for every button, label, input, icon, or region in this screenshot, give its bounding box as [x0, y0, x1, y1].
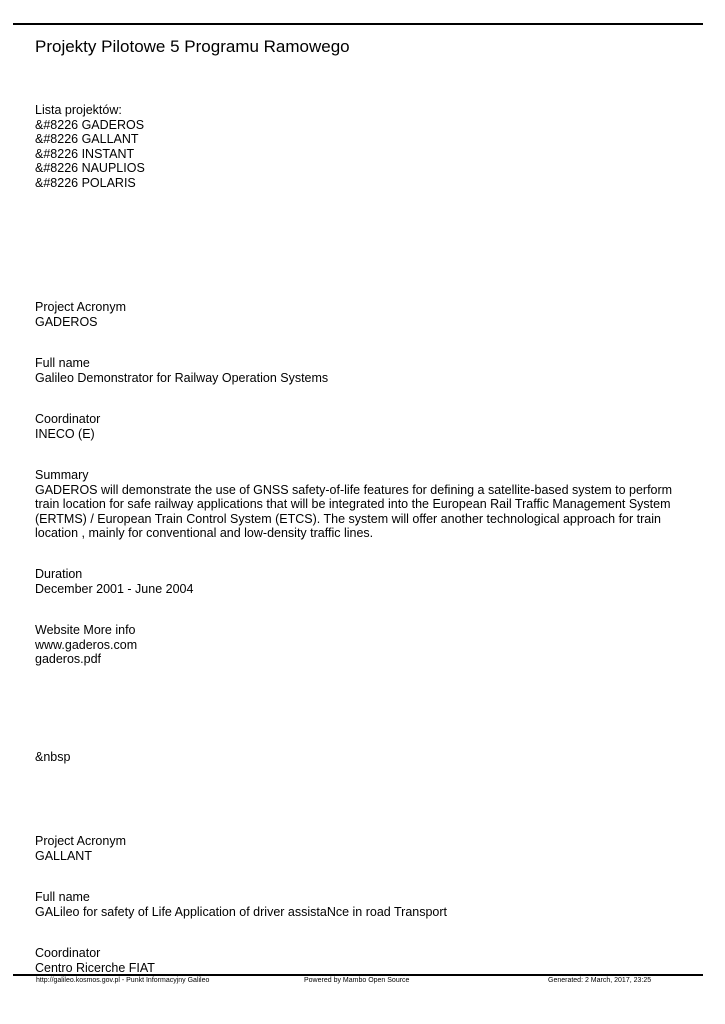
duration-value: December 2001 - June 2004 — [35, 581, 194, 596]
gallant-coordinator-section — [35, 946, 155, 975]
gaderos-fullname-section — [35, 356, 328, 385]
fullname-label: Full name — [35, 356, 90, 370]
acronym-value: GADEROS — [35, 314, 98, 329]
project-list-item[interactable]: &#8226 GADEROS — [35, 117, 145, 132]
footer-generated-date: Generated: 2 March, 2017, 23:25 — [548, 977, 652, 984]
fullname-label: Full name — [35, 890, 90, 904]
gallant-acronym-section — [35, 834, 126, 863]
project-list-item[interactable]: &#8226 GALLANT — [35, 132, 139, 146]
fullname-value: Galileo Demonstrator for Railway Operation Systems — [35, 370, 329, 385]
gaderos-acronym-section — [35, 300, 126, 329]
coordinator-label: Coordinator — [35, 946, 101, 960]
gaderos-summary-section — [35, 468, 690, 541]
summary-label: Summary — [35, 468, 89, 482]
gaderos-website-section — [35, 623, 137, 667]
coordinator-label: Coordinator — [35, 412, 101, 426]
duration-label: Duration — [35, 567, 83, 581]
project-list — [35, 103, 145, 190]
project-list-item[interactable]: &#8226 INSTANT — [35, 146, 135, 161]
project-list-heading: Lista projektów: — [35, 103, 122, 117]
coordinator-value: INECO (E) — [35, 426, 95, 441]
gaderos-coordinator-section — [35, 412, 100, 441]
website-link[interactable]: www.gaderos.com — [35, 637, 138, 652]
project-list-item[interactable]: &#8226 NAUPLIOS — [35, 161, 145, 175]
gallant-fullname-section — [35, 890, 447, 919]
acronym-value: GALLANT — [35, 848, 92, 863]
coordinator-value: Centro Ricerche FIAT — [35, 960, 155, 975]
nbsp-text: &nbsp — [35, 750, 71, 764]
project-list-item[interactable]: &#8226 POLARIS — [35, 175, 136, 190]
gaderos-duration-section — [35, 567, 193, 596]
acronym-label: Project Acronym — [35, 834, 127, 848]
footer-source-url[interactable]: http://galileo.kosmos.gov.pl - Punkt Informacyjny Galileo — [36, 977, 210, 984]
page-title: Projekty Pilotowe 5 Programu Ramowego — [35, 37, 350, 56]
header-rule — [13, 23, 703, 25]
website-label: Website More info — [35, 623, 136, 637]
summary-text: GADEROS will demonstrate the use of GNSS safety-of-life features for defining a satellite-based system to perform train location for safe railway applications that will be integrated into the European Rail Traffic Management System (ERTMS) / European Train Control System (ETCS). The system will offer another technological approach for train location , mainly for conventional and low-density traffic lines. — [35, 482, 673, 540]
fullname-value: GALileo for safety of Life Application of driver assistaNce in road Transport — [35, 904, 448, 919]
footer-powered-by: Powered by Mambo Open Source — [304, 977, 410, 984]
moreinfo-link[interactable]: gaderos.pdf — [35, 652, 102, 666]
acronym-label: Project Acronym — [35, 300, 127, 314]
